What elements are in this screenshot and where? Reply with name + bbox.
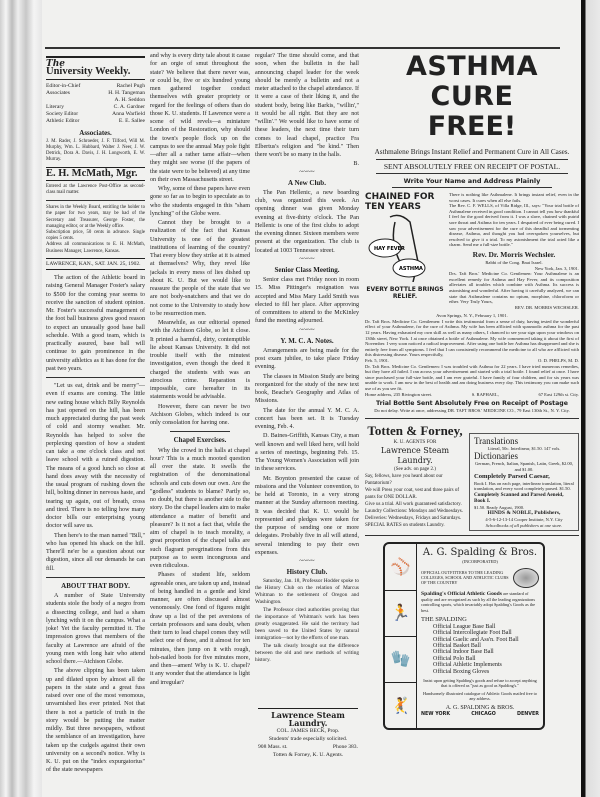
staff-role: Society Editor: [46, 110, 79, 117]
advertisement-column: [365, 52, 579, 730]
text: REV. DR. MORRIS WECHSLER.: [514, 304, 579, 310]
laundry-ad: [258, 708, 358, 759]
heading-senior-class: Senior Class Meeting.: [274, 265, 340, 274]
text: THE SPALDING: [421, 615, 467, 623]
asthma-sub: SENT ABSOLUTELY FREE ON RECEIPT OF POSTAL.: [376, 159, 569, 174]
text: Dr. Taft Bros. Medicine Co. Gentlemen: I was troubled with Asthma for 22 years. I have tried numerous remedies, but they have all failed. I ran across your advertisement and started with a trial bottle. I found relief at once. I have since purchased your full-size bottle, and I am ever grateful. I have family of four children, and for six years was unable to work. I am now in the best of health and am doing business every day. This testimony you can make such use of as you see fit.: [365, 363, 579, 391]
text: Spalding's Official Athletic Goods: [421, 590, 502, 597]
rev-name: Rev. Dr. Morris Wechsler.: [472, 249, 556, 259]
text: New York, Jan. 3, 1901.: [534, 265, 579, 271]
asthma-testimonial: [449, 192, 579, 310]
totten-forney-ad: [365, 423, 465, 529]
text: (INCORPORATED): [462, 559, 498, 565]
chapel-cont: regular? The time should come, and that soon, when the bulletin in the hall announcing chapel leader for the week should be merely a bulletin and not a meter attached to the chapel attendance. If it were a case of their liking it, and the student body, being like Barkis, "willin'," it would be all right. But they are not "willin'." We would like to have some of these leaders, the next time their turn comes to lead chapel, practice Fra Elbertus's religion and "be kind." Then there won't be so many in the halls.: [255, 53, 359, 158]
asthma-free: FREE!: [427, 111, 517, 142]
column-2: [150, 52, 250, 792]
list-item: Official Polo Ball: [433, 655, 476, 662]
staff-name: C. A. Gardner: [113, 103, 145, 110]
text: S. RAPHAEL,: [471, 391, 499, 397]
text: Deliveries: Wednesdays, Fridays and Saturdays.: [365, 515, 462, 521]
catcher-icon: 🧤: [385, 637, 416, 683]
ornament: ~~~~: [299, 254, 315, 263]
fielder-icon: 🤾: [390, 697, 411, 715]
translations-ad: [469, 433, 579, 532]
laundry-phone: Phone 383.: [332, 744, 358, 750]
text: OFFICIAL OUTFITTERS TO THE LEADING COLLEGES, SCHOOL AND ATHLETIC CLUBS OF THE COUNTRY: [421, 569, 509, 586]
text: Rabbi of the Cong. Bnai Israel.: [485, 259, 543, 265]
asthma-testimonial-2: [365, 313, 579, 397]
text: Feb. 5, 1901.: [365, 358, 390, 364]
paragraph: However, there can never be two Atchison Globes, which indeed is our only consolation for having one.: [150, 403, 250, 426]
laundry-agents: Totten & Forney, K. U. Agents.: [272, 752, 344, 758]
city: CHICAGO: [471, 712, 496, 718]
text: Completely Scanned and Parsed Aeneid, Book I.: [474, 491, 564, 505]
staff-name: E. E. Sallee: [118, 117, 145, 124]
text: O. D. PHELPS, M. D.: [538, 358, 579, 364]
text: Insist upon getting Spalding's goods and refuse to accept anything that is offered as "just as good as Spalding's.": [423, 678, 537, 689]
totten-title: Totten & Forney,: [367, 422, 463, 438]
list-item: Official Gaelic and Ass'n. Foot Ball: [433, 636, 519, 643]
list-item: Official Basket Ball: [433, 643, 481, 650]
text: Dr. Taft Bros. Medicine Co. Gentlemen: I write this testimonial from a sense of duty, having tested the wonderful effect of your Asthmalene, for the cure of Asthma. My wife has been afflicted with spasmodic asthma for the past 12 years. Having exhausted my own skill as well as many others, I chanced to see your sign upon your windows on 130th street, New York. I at once obtained a bottle of Asthmalene. My wife commenced taking it about the first of November. I very soon noticed a radical improvement. After using one bottle her Asthma has disappeared and she is entirely free from all symptoms. I feel that I can consistently recommend the medicine to all who are afflicted with this distressing disease. Yours respectfully,: [365, 318, 579, 358]
paragraph: The Pan Hellenic, a new boarding club, was organized this week. An opening dinner was given Monday evening at five-thirty o'clock. The Pan Hellenic is one of the first clubs to adopt the evening dinner. Sixteen members were present at the organization. The club is located at 1003 Tennessee street.: [255, 189, 359, 254]
paragraph: Meanwhile, as our editorial opened with the Atchison Globe, so let it close. It printed a harmful, dirty, contemptible lie about Kansas University. It did not trouble itself with the minutest investigation, even though the deed it charged the students with was an atrocious crime. Reparation is impossible, care hereafter in its statements would be advisable.: [150, 320, 250, 401]
spalding-product-list: [421, 624, 539, 675]
globe-clipping: A number of State University students stole the body of a negro from a dissecting college, and had a sham lynching with it on the campus. What a joke! Yet the faculty permitted it. The impression grows that members of the faculty at Lawrence are afraid of the young men with long hair who attend school there.—Atchison Globe.: [46, 593, 145, 666]
paragraph: Mr. Boynton presented the cause of missions and the Volunteer convention, to be held at Toronto, in a very strong manner at the Sunday afternoon meeting. It was decided that K. U. would be represented and pledges were taken for the purpose of sending one or more delegates. Probably five in all will attend, several intending to pay their own expenses.: [255, 475, 359, 556]
paragraph: The date for the annual Y. M. C. A. concert has been set. It is Tuesday evening, Feb. 4.: [255, 407, 359, 430]
laundry-address: 908 Mass. st.: [258, 744, 288, 750]
text: $1.50. Ready August, 1900.: [474, 504, 525, 510]
ornament: ~~~~: [299, 557, 315, 565]
asthma-sub: Asthmalene Brings Instant Relief and Permanent Cure in All Cases.: [374, 148, 570, 156]
text: HINDS & NOBLE, Publishers,: [487, 510, 561, 517]
asthma-ad: [365, 52, 579, 188]
heading-history-club: History Club.: [286, 568, 328, 576]
jar-label: ASTHMA: [399, 266, 423, 272]
text: Avon Springs, N. Y., February 1, 1901.: [436, 313, 508, 319]
masthead-the: The: [46, 56, 145, 68]
text: Home address, 235 Rivington street.: [365, 391, 433, 397]
rule: [365, 535, 579, 536]
page-edge: [581, 0, 600, 797]
paragraph: D. Baines-Griffith, Kansas City, a man well known and well liked here, will hold a series of meetings, beginning Feb. 15. The Young Women's Association will join in these services.: [255, 433, 359, 473]
athlete-figures: [385, 544, 417, 728]
staff-name: Anna Warfield: [112, 110, 145, 117]
heading-new-club: A New Club.: [288, 178, 326, 187]
text: Say, fellows, have you heard about our Pantatorium?: [365, 473, 443, 486]
chained-man-icon: [365, 212, 445, 282]
text: German, French, Italian, Spanish, Latin, Greek, $2.00, and $1.00.: [475, 461, 573, 472]
heading-ymca: Y. M. C. A. Notes.: [280, 336, 334, 345]
text: There is nothing like Asthmalene. It brings instant relief, even in the worst cases. It cures when all else fails.: [449, 192, 579, 203]
text: Completely Parsed Caesar,: [474, 472, 550, 480]
text: We will Press your coat, vest and three pairs of pants for ONE DOLLAR.: [365, 487, 460, 500]
trophy-seal-icon: [513, 568, 539, 588]
staff-list: [46, 83, 145, 125]
signature: B.: [353, 161, 359, 168]
batter-icon: ⚾: [385, 544, 416, 590]
asthma-title: ASTHMA CURE: [405, 51, 539, 112]
list-item: Official Intercollegiate Foot Ball: [433, 630, 512, 637]
text: A. G. SPALDING & BROS.: [445, 705, 515, 712]
text: 4-5-6-12-13-14 Cooper Institute, N.Y. City: [485, 517, 563, 523]
laundry-title: Lawrence Steam Laundry.: [258, 708, 358, 727]
paragraph: Arrangements are being made for the post exam jubilee, to take place Friday evening.: [255, 347, 359, 371]
staff-role: Literary: [46, 103, 65, 110]
address-notice: Address all communications to E. H. McMath, Business Manager, Lawrence, Kansas.: [46, 242, 145, 254]
text: Drs. Taft Bros.' Medicine Co. Gentlemen: Your Asthmalene is an excellent remedy for Asthma and Hay Fever, and its composition alleviates all troubles which combine with Asthma. Its success is astonishing and wonderful. After having it carefully analyzed, we can state that Asthmalene contains no opium, morphine, chloroform or ether. Very Truly Yours,: [449, 271, 579, 305]
editorial-cont: and why is every dirty tale about it cause for an orgie of smut throughout the state? We believe that there never was, or could be, five or six hundred young men gathered together conduct themselves with greater propriety or regard for the feelings of others than do those K. U. students. If Lawrence were a scene of wild revels—a miniature London of the Restoration, why should the town's people flock up on the campus to see the annual May pole fight—after all a rather tame affair—when they might see worse (if the papers of the state were to be believed) at any time on their own Massachusetts street.: [150, 53, 250, 183]
staff-name: A. H. Seddon: [114, 96, 145, 103]
heading-about-that-body: ABOUT THAT BODY.: [61, 581, 130, 590]
laundry-prop: COL. JAMES BECK, Prop.: [276, 728, 340, 734]
entered-notice: Entered at the Lawrence Post-Office as second-class mail matter.: [46, 183, 145, 196]
text: Lawrence Steam Laundry.: [380, 445, 450, 465]
associates-list: J. M. Rader, J. Schroeder, J. F. Tilford, Will M. Murphy, Wm. L. Hubbard, Walter J. Neer, J. W. Detrick, Dora A. Davis, J. H. Longworth, E. W. Murray.: [46, 138, 145, 163]
paragraph: Cannot they be brought to a realization of the fact that Kansas University is one of the greatest institutions of learning of the country? That every blow they strike at it is aimed at themselves? Why, they revel like jackals in every mess of lies dished up about K. U. But we would like to reassure the people of the state that we are not body-snatchers and that we do not come to the University to study how to be resurrection men.: [150, 220, 250, 317]
ornament: ~~~~: [299, 325, 315, 334]
text: Laundry Collections: Mondays and Wednesdays.: [365, 508, 463, 514]
text: Literal, 50c. Interlinear, $1.50. 147 vols.: [487, 445, 561, 451]
text: Give us a trial. All work guaranteed satisfactory.: [365, 501, 462, 507]
text: Handsomely illustrated catalogue of Athletic Goods mailed free to any address.: [422, 690, 538, 701]
book-binding: [0, 0, 42, 797]
masthead-title: University Weekly.: [46, 68, 145, 79]
list-item: Official League Base Ball: [433, 623, 496, 630]
text: Translations: [474, 435, 519, 446]
column-1: [46, 52, 145, 792]
chained-illustration: [365, 192, 445, 310]
ornament: ~~~~: [299, 167, 315, 176]
paragraph: Senior class met Friday noon in room 15. Miss Pittinger's resignation was accepted and Miss Mary Ladd Smith was elected to fill her place. After approving of committees to attend to the McKinley fund the meeting adjourned.: [255, 277, 359, 325]
relief-caption: EVERY BOTTLE BRINGS RELIEF.: [366, 286, 444, 300]
column-3: [255, 52, 359, 704]
pitcher-icon: 🏃: [385, 591, 416, 637]
paragraph: The talk clearly brought out the difference between the old and new methods of writing history.: [255, 643, 359, 664]
text: (See adv. on page 2.): [394, 466, 436, 472]
city: DENVER: [517, 712, 539, 718]
editorial-response: The above clipping has been taken up and dilated upon by almost all the papers in the state and a great fuss raised over one of the most venomous, unvarnished lies ever printed. Not that there is not a particle of truth in the story would be putting the matter mildly. But three newspapers, without the semblance of an investigation, have taken up the cudgels against their own university on a second's notice. Why is K. U. put on the "index expurgatorius" of the state newspapers: [46, 668, 145, 774]
asthma-sub: Write Your Name and Address Plainly: [392, 177, 553, 188]
text: Dictionaries: [474, 451, 518, 462]
trial-sub: Do not delay. Write at once, addressing DR. TAFT BROS.' MEDICINE CO., 79 East 130th St., N. Y. City.: [374, 408, 570, 414]
city: NEW YORK: [421, 712, 451, 718]
chained-caption: CHAINED FOR TEN YEARS: [365, 192, 435, 212]
staff-name: H. H. Tangeman: [108, 89, 145, 96]
staff-role: Editor-in-Chief: [46, 82, 81, 89]
associates-heading: Associates.: [79, 128, 112, 137]
rule: [365, 418, 579, 419]
manager-banner: E. H. McMath, Mgr.: [46, 167, 145, 181]
editorial-eating-house: "Let us eat, drink and be merry"—even if exams are coming. The little new eating house which Billy Reynolds has just opened on the hill, has been much appreciated during the past week of cold and stormy weather. Mr. Reynolds has helped to solve the perplexing question of how a student can take a one o'clock class and not leave school with a ruined digestion. The means of a good lunch so close at hand does away with the necessity of the usual program of rushing down the hill, bolting dinner in nervous haste, and tearing up again, out of breath, cross and tired. There is no telling how many doctor bills our enterprising young doctor will save us.: [46, 383, 145, 530]
dateline: LAWRENCE, KAN., SAT. JAN. 25, 1902.: [46, 258, 145, 270]
staff-name: Rachel Pugh: [116, 82, 145, 89]
paragraph: The classes in Mission Study are being reorganized for the study of the new text book, Beache's Geography and Atlas of Missions.: [255, 373, 359, 405]
paragraph: The Professor cited authorities proving that the importance of Whitman's work has been greatly exaggerated. He said the territory had been saved to the United States by natural immigration—not by the efforts of one man.: [255, 607, 359, 642]
text: 67 East 129th st. City.: [538, 391, 579, 397]
text: The Rev. C. F. WELLS, of Villa Ridge, Ill., says: "Your trial bottle of Asthmalene received in good condition. I cannot tell you how thankful I feel for the good derived from it. I was a slave, chained with putrid sore throat and Asthma for ten years. I despaired of ever being cured. I saw your advertisement for the cure of this dreadful and tormenting disease, Asthma, and thought you had overspoken yourselves, but resolved to give it a trial. To my astonishment the trial acted like a charm. Send me a full-size bottle.": [449, 203, 579, 248]
heading-chapel-exercises: Chapel Exercises.: [173, 436, 227, 445]
paragraph: Why, some of these papers have even gone so far as to begin to speculate as to who the students engaged in this "sham lynching" of the Globe were.: [150, 186, 250, 217]
top-rule: [45, 47, 560, 49]
shares-notice: Shares in the Weekly Board, entitling the holder to the paper for two years, may be had of the Secretary and Treasurer, George Foster, the managing editor, or at the Weekly office.: [46, 205, 145, 229]
editorial-athletic: The action of the Athletic board in raising General Manager Foster's salary to $500 for the coming year seems to receive the sanction of student opinion. Mr. Foster's successful management of the foot ball business gives good reason to expect an unusually good base ball schedule. With a good team, which is practically assured, base ball will continue to gain prominence in the university athletics as it has done for the past two years.: [46, 275, 145, 372]
text: Book I. Has on each page, interlinear translation, literal translation, and every word completely parsed. $1.50.: [474, 480, 574, 492]
text: Schoolbooks of all publishers at one store.: [485, 522, 563, 528]
list-item: Official Indoor Base Ball: [433, 649, 494, 656]
laundry-line: Students' trade especially solicited.: [268, 736, 348, 742]
list-item: Official Athletic Implements: [433, 662, 502, 669]
spalding-title: A. G. Spalding & Bros.: [422, 547, 538, 559]
paragraph: Phases of student life, seldom agreeable ones, are taken up and, instead of being handled in a gentle and kind manner, are often discussed almost venomously. One fond of figures might draw up a list of the pet aversions of certain professors and sans doubt, when their turn to lead chapel comes they will select one of these, and it almost for ten minutes, then jump on it with rough, hob-nailed boots for five minutes more, and then—amen! Why is K. U. chapel? it any wonder that the attendance is light and irregular?: [150, 572, 250, 686]
list-item: Official Boxing Gloves: [433, 668, 490, 675]
jar-label: HAY FEVER: [374, 246, 405, 252]
paragraph: Saturday, Jan. 18, Professor Hodder spoke to the History Club on the relation of Marcus Whitman to the settlement of Oregon and Washington.: [255, 578, 359, 606]
text: K. U. AGENTS FOR: [393, 439, 437, 445]
spalding-ad: [383, 542, 545, 730]
subscription-notice: Subscription price, 50 cents in advance. Single copies 5 cents.: [46, 230, 145, 242]
text: are standard of quality and are recognized as such by all the leading organizations controlling sports, which invariably adopt Spalding's Goods as the best.: [421, 590, 536, 613]
trial-heading: Trial Bottle Sent Absolutely Free on Receipt of Postage: [376, 400, 568, 408]
staff-role: Associates: [46, 89, 70, 96]
editorial-verse: Then here's to the man named "Bill," who has opened his shack on the hill. There'll ne'er be a question about our digestion, since all our demands he can fill.: [46, 532, 145, 572]
staff-role: Athletic Editor: [46, 117, 80, 124]
trial-bottle: [365, 400, 579, 414]
paragraph: Why the crowd in the halls at chapel hour? This is a much mooted question all over the state. It swells the registration of the denominational schools and cuts down our own. Are the "godless" students to blame? Partly so, no doubt, but there is another side to the story. Do the chapel leaders aim to make attendance a matter of benefit and pleasure? Is it not a fact that, while the aim of chapel is to teach morality, a great proportion of the chapel talks are such flagrant peregrinations from this purpose as to seem incongruous and even ridiculous.: [150, 447, 250, 569]
text: SPECIAL RATES on students Laundry.: [365, 522, 445, 528]
